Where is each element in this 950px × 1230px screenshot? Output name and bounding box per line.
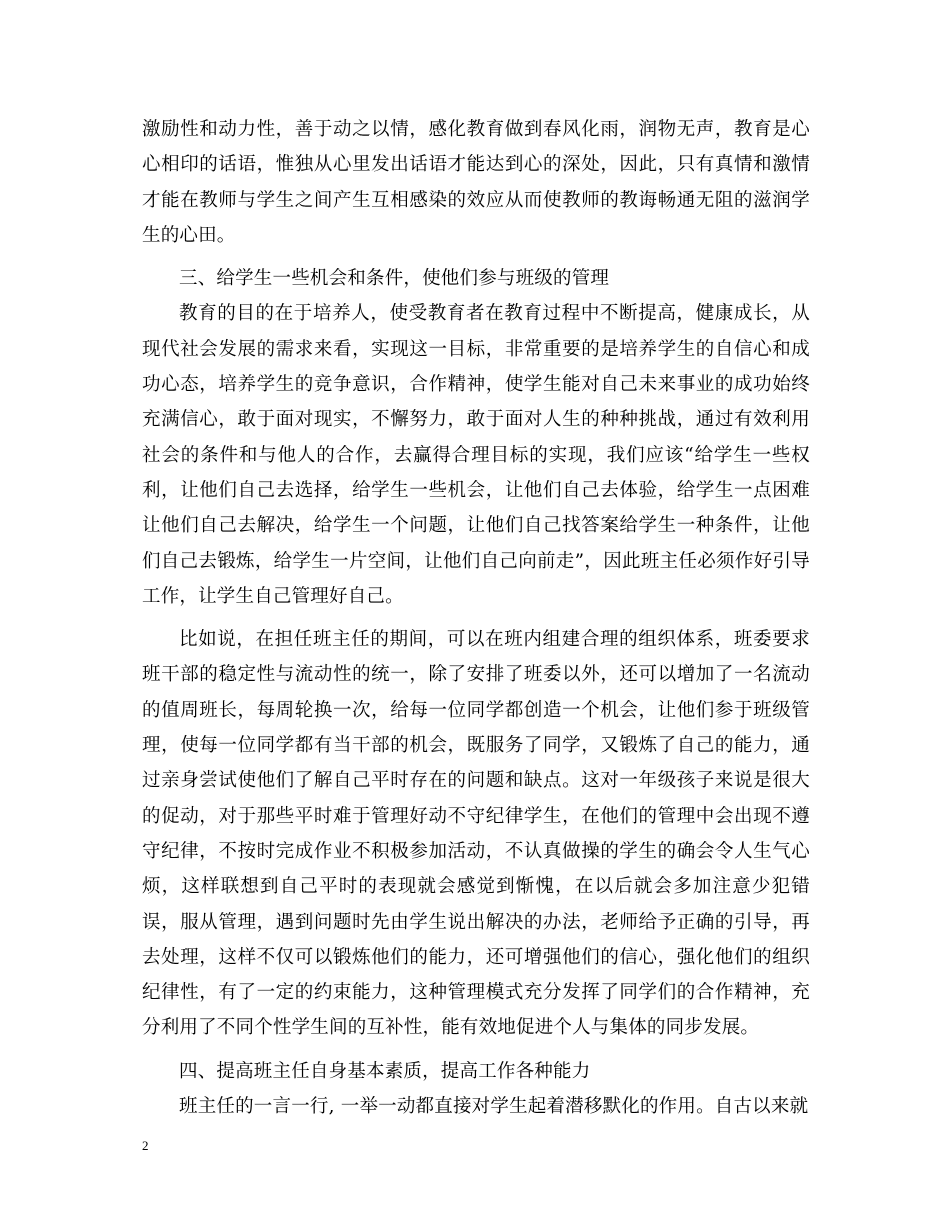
paragraph-teacher-conduct: 班主任的一言一行, 一举一动都直接对学生起着潜移默化的作用。自古以来就 — [179, 1096, 809, 1118]
document-body — [142, 112, 810, 1124]
section-heading-four: 四、提高班主任自身基本素质，提高工作各种能力 — [179, 1060, 591, 1082]
paragraph-education-purpose: 教育的目的在于培养人，使受教育者在教育过程中不断提高，健康成长，从现代社会发展的需求来看，实现这一目标，非常重要的是培养学生的自信心和成功心态，培养学生的竞争意识，合作精神，使学生能对自己未来事业的成功始终充满信心，敢于面对现实，不懈努力，敢于面对人生的种种挑战，通过有效利用社会的条件和与他人的合作，去赢得合理目标的实现，我们应该“给学生一些权利，让他们自己去选择，给学生一些机会，让他们自己去体验，给学生一点困难让他们自己去解决，给学生一个问题，让他们自己找答案给学生一种条件，让他们自己去锻炼，给学生一片空间，让他们自己向前走”，因此班主任必须作好引导工作，让学生自己管理好自己。 — [142, 303, 810, 607]
paragraph-example: 比如说，在担任班主任的期间，可以在班内组建合理的组织体系，班委要求班干部的稳定性与流动性的统一，除了安排了班委以外，还可以增加了一名流动的值周班长，每周轮换一次，给每一位同学都创造一个机会，让他们参于班级管理，使每一位同学都有当干部的机会，既服务了同学，又锻炼了自己的能力，通过亲身尝试使他们了解自己平时存在的问题和缺点。这对一年级孩子来说是很大的促动，对于那些平时难于管理好动不守纪律学生，在他们的管理中会出现不遵守纪律，不按时完成作业不积极参加活动，不认真做操的学生的确会令人生气心烦，这样联想到自己平时的表现就会感觉到惭愧，在以后就会多加注意少犯错误，服从管理，遇到问题时先由学生说出解决的办法，老师给予正确的引导，再去处理，这样不仅可以锻炼他们的能力，还可增强他们的信心，强化他们的组织纪律性，有了一定的约束能力，这种管理模式充分发挥了同学们的合作精神，充分利用了不同个性学生间的互补性，能有效地促进个人与集体的同步发展。 — [142, 629, 810, 1039]
paragraph-continuation: 激励性和动力性，善于动之以情，感化教育做到春风化雨，润物无声，教育是心心相印的话语，惟独从心里发出话语才能达到心的深处，因此，只有真情和激情才能在教师与学生之间产生互相感染的效应从而使教师的教诲畅通无阻的滋润学生的心田。 — [142, 119, 810, 246]
page-number: 2 — [142, 1138, 149, 1153]
section-heading-three: 三、给学生一些机会和条件，使他们参与班级的管理 — [179, 268, 610, 290]
